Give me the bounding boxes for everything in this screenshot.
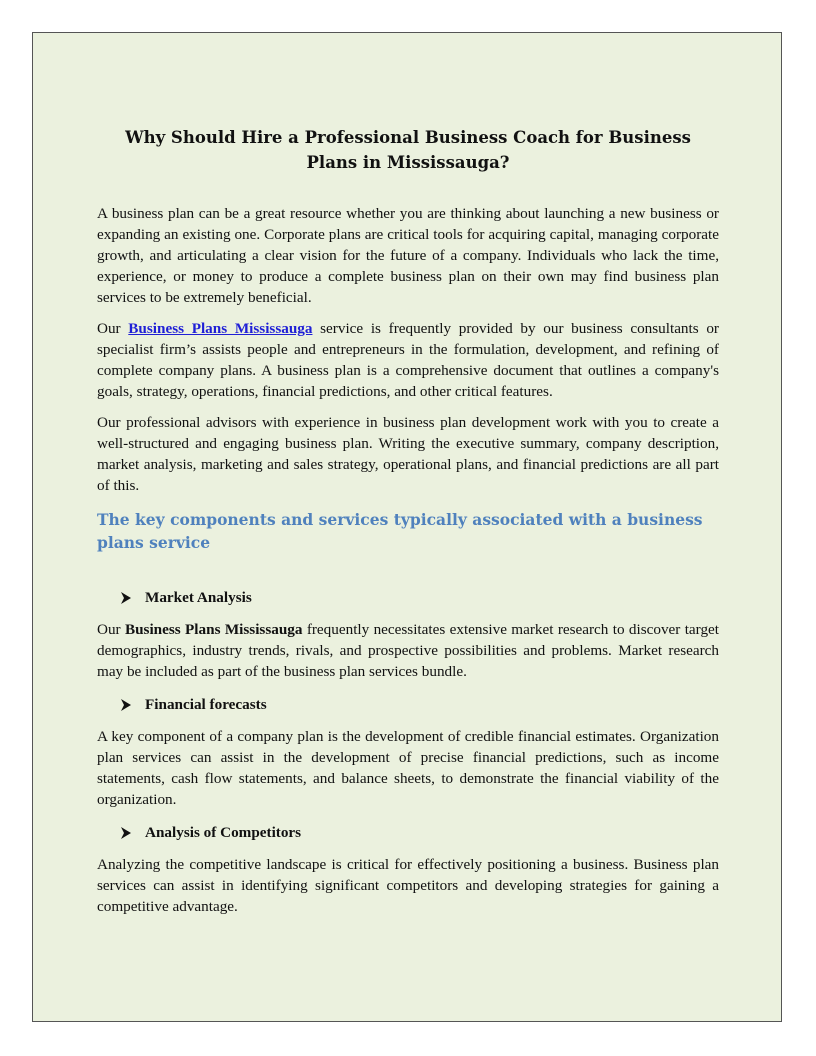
market-analysis-suffix: frequently necessitates extensive market research to discover target demographics, industry trends, rivals, and prospective possibilities and problems. Market research may be included as part of the business plan services bundle. xyxy=(97,621,719,680)
intro-paragraph: A business plan can be a great resource whether you are thinking about launching a new business or expanding an existing one. Corporate plans are critical tools for acquiring capital, managing corporate growth, and articulating a clear vision for the future of a company. Individuals who lack the time, experience, or money to produce a complete business plan on their own may find business plan services to be extremely beneficial. xyxy=(97,205,719,306)
market-analysis-bold-text: Business Plans Mississauga xyxy=(124,621,303,638)
bullet-label: Market Analysis xyxy=(145,589,252,606)
bullet-financial-forecasts xyxy=(119,694,719,715)
section-heading: The key components and services typically associated with a business plans service xyxy=(97,510,703,552)
document-page xyxy=(32,32,782,1022)
document-content xyxy=(97,125,719,917)
service-paragraph-prefix: Our xyxy=(97,320,129,337)
market-analysis-prefix: Our xyxy=(97,621,125,638)
market-analysis-paragraph xyxy=(97,619,719,682)
document-title: Why Should Hire a Professional Business Coach for Business Plans in Mississauga? xyxy=(125,128,691,172)
arrowhead-bullet-icon xyxy=(119,698,133,712)
advisors-paragraph: Our professional advisors with experience in business plan development work with you to create a well-structured and engaging business plan. Writing the executive summary, company description, market analysis, marketing and sales strategy, operational plans, and financial predictions are all part of this. xyxy=(97,414,719,494)
bullet-analysis-of-competitors xyxy=(119,822,719,843)
business-plans-mississauga-link[interactable]: Business Plans Mississauga xyxy=(128,320,313,337)
service-paragraph xyxy=(97,318,719,402)
service-paragraph-suffix: service is frequently provided by our business consultants or specialist firm’s assists people and entrepreneurs in the formulation, development, and refining of complete company plans. A business plan is a comprehensive document that outlines a company's goals, strategy, operations, financial predictions, and other critical features. xyxy=(97,320,719,400)
arrowhead-bullet-icon xyxy=(119,826,133,840)
financial-forecasts-paragraph: A key component of a company plan is the development of credible financial estimates. Organization plan services can assist in the development of precise financial predictions, such as income statements, cash flow statements, and balance sheets, to demonstrate the financial viability of the organization. xyxy=(97,728,719,808)
arrowhead-bullet-icon xyxy=(119,591,133,605)
analysis-of-competitors-paragraph: Analyzing the competitive landscape is critical for effectively positioning a business. Business plan services can assist in identifying significant competitors and developing strategies for gaining a competitive advantage. xyxy=(97,856,719,915)
bullet-label: Analysis of Competitors xyxy=(145,824,302,841)
bullet-label: Financial forecasts xyxy=(145,696,267,713)
bullet-market-analysis xyxy=(119,587,719,608)
